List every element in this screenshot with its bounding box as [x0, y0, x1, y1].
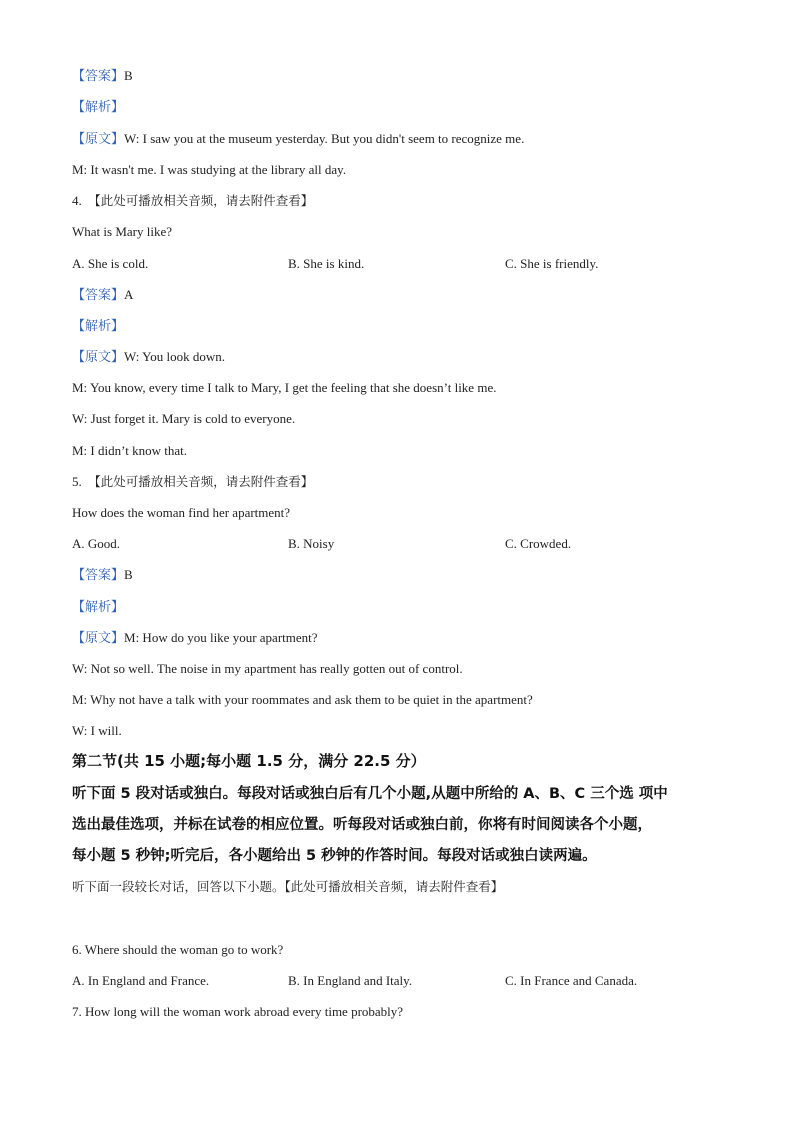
- answer-line: [72, 68, 133, 84]
- option-c: C. Crowded.: [505, 536, 572, 551]
- answer-value: B: [124, 68, 133, 83]
- question-text: 7. How long will the woman work abroad every time probably?: [72, 1004, 404, 1019]
- audio-note: 【此处可播放相关音频，请去附件查看】: [88, 475, 314, 489]
- answer-value: A: [124, 287, 134, 302]
- question-number: 4.: [72, 193, 82, 208]
- question-number: 5.: [72, 474, 82, 489]
- script-line: W: I will.: [72, 723, 122, 738]
- script-line: [72, 630, 318, 646]
- option-c: C. She is friendly.: [505, 256, 599, 271]
- option-b: B. She is kind.: [288, 256, 365, 271]
- option-a: A. In England and France.: [72, 973, 210, 988]
- script-tag: 【原文】: [72, 131, 125, 146]
- answer-tag: 【答案】: [72, 68, 125, 83]
- question-header: [72, 193, 313, 209]
- script-tag: 【原文】: [72, 349, 125, 364]
- section-heading: 第二节(共 15 小题;每小题 1.5 分，满分 22.5 分）: [72, 752, 426, 770]
- question-header: [72, 474, 313, 490]
- script-line: M: It wasn't me. I was studying at the library all day.: [72, 162, 347, 177]
- section-instruction: 听下面 5 段对话或独白。每段对话或独白后有几个小题,从题中所给的 A、B、C 三个选 项中: [72, 786, 668, 802]
- script-text: W: You look down.: [124, 349, 226, 364]
- answer-value: B: [124, 567, 133, 582]
- script-line: M: You know, every time I talk to Mary, I get the feeling that she doesn’t like me.: [72, 380, 497, 395]
- script-line: M: Why not have a talk with your roommates and ask them to be quiet in the apartment?: [72, 692, 533, 707]
- options-row: [72, 256, 772, 272]
- script-text: M: How do you like your apartment?: [124, 630, 318, 645]
- section-instruction: 选出最佳选项，并标在试卷的相应位置。听每段对话或独白前，你将有时间阅读各个小题，: [72, 817, 652, 833]
- analysis-tag: 【解析】: [72, 318, 125, 333]
- option-a: A. She is cold.: [72, 256, 149, 271]
- question-text: How does the woman find her apartment?: [72, 505, 291, 520]
- answer-line: [72, 567, 133, 583]
- question-text: 6. Where should the woman go to work?: [72, 942, 284, 957]
- audio-note: 【此处可播放相关音频，请去附件查看】: [88, 194, 314, 208]
- analysis-tag: 【解析】: [72, 599, 125, 614]
- answer-tag: 【答案】: [72, 567, 125, 582]
- section-instruction: 每小题 5 秒钟;听完后，各小题给出 5 秒钟的作答时间。每段对话或独白读两遍。: [72, 848, 597, 864]
- script-line: [72, 349, 225, 365]
- question-text: What is Mary like?: [72, 224, 172, 239]
- answer-line: [72, 287, 133, 303]
- analysis-tag: 【解析】: [72, 99, 125, 114]
- script-line: W: Just forget it. Mary is cold to everyone.: [72, 411, 296, 426]
- option-a: A. Good.: [72, 536, 121, 551]
- script-line: M: I didn’t know that.: [72, 443, 187, 458]
- options-row: [72, 973, 772, 989]
- option-b: B. In England and Italy.: [288, 973, 413, 988]
- section-intro: 听下面一段较长对话，回答以下小题。【此处可播放相关音频，请去附件查看】: [72, 880, 504, 894]
- script-line: [72, 131, 524, 147]
- script-line: W: Not so well. The noise in my apartment has really gotten out of control.: [72, 661, 463, 676]
- script-tag: 【原文】: [72, 630, 125, 645]
- answer-tag: 【答案】: [72, 287, 125, 302]
- options-row: [72, 536, 772, 552]
- option-c: C. In France and Canada.: [505, 973, 638, 988]
- script-text: W: I saw you at the museum yesterday. But you didn't seem to recognize me.: [124, 131, 525, 146]
- option-b: B. Noisy: [288, 536, 335, 551]
